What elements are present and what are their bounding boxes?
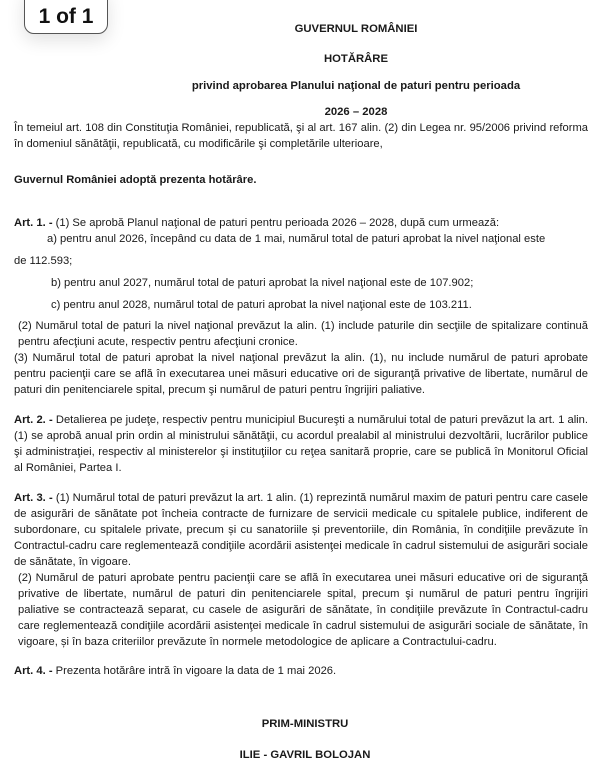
article-1-item-a-line-1: a) pentru anul 2026, începând cu data de 1 mai, numărul total de paturi aprobat la nivel naţional este [47, 233, 546, 245]
document-subject: privind aprobarea Planului naţional de paturi pentru perioada [191, 80, 521, 92]
document-period: 2026 – 2028 [324, 106, 388, 118]
article-1-paragraph-2: (2) Numărul total de paturi la nivel naţional prevăzut la alin. (1) include paturile din secţiile de spitalizare continuă pentru afecţiuni acute, respectiv pentru afecţiuni cronice. [18, 320, 588, 348]
article-1-item-a-line-2: de 112.593; [14, 255, 73, 267]
article-1-item-c: c) pentru anul 2028, numărul total de paturi aprobat la nivel naţional este de 103.211. [51, 299, 472, 311]
article-3-paragraph-1 [14, 490, 588, 570]
article-2-text: Detalierea pe judeţe, respectiv pentru municipiul Bucureşti a numărului total de paturi prevăzut la art. 1 alin. (1) se aprobă anual prin ordin al ministrului sănătăţii, cu acordul prealabil al ministrului dezvoltării, lucrărilor publice şi administraţiei, respectiv al ministerelor şi instituţiilor cu reţea sanitară proprie, care se publică în Monitorul Oficial al României, Partea I. [14, 414, 589, 474]
page-indicator-badge: 1 of 1 [24, 0, 108, 34]
institution-heading: GUVERNUL ROMÂNIEI [294, 23, 418, 35]
signature-title: PRIM-MINISTRU [261, 718, 349, 730]
article-1-label: Art. 1. - [14, 217, 53, 229]
article-4-text: Prezenta hotărâre intră în vigoare la data de 1 mai 2026. [52, 665, 337, 677]
article-1-intro: (1) Se aprobă Planul naţional de paturi pentru perioada 2026 – 2028, după cum urmează: [52, 217, 500, 229]
document-type-heading: HOTĂRÂRE [323, 53, 388, 65]
article-3-label: Art. 3. - [14, 492, 53, 504]
article-4-paragraph [14, 663, 588, 679]
article-1-paragraph-1 [14, 215, 588, 231]
article-2-label: Art. 2. - [14, 414, 53, 426]
article-1-paragraph-3: (3) Numărul total de paturi aprobat la nivel naţional prevăzut la alin. (1), nu include numărul de paturi aprobate pentru pacienţii care se află în executarea unei măsuri educative ori de siguranţă privative de libertate, numărul de paturi din penitenciarele spital, precum şi numărul de paturi pentru îngrijiri paliative. [14, 352, 588, 396]
article-4-label: Art. 4. - [14, 665, 53, 677]
article-2-paragraph [14, 412, 588, 476]
article-3-paragraph-2: (2) Numărul de paturi aprobate pentru pacienţii care se află în executarea unei măsuri educative ori de siguranţă privative de libertate, numărul de paturi din penitenciarele spital, precum şi numărul de paturi pentru îngrijiri paliative se contractează separat, cu casele de asigurări de sănătate, în condiţiile prevăzute în Contractul-cadru care reglementează condiţiile acordării asistenţei medicale în cadrul sistemului de asigurări sociale de sănătate, în vigoare, și în baza criteriilor prevăzute în normele metodologice de aplicare a Contractului-cadru. [18, 572, 588, 648]
article-1-item-b: b) pentru anul 2027, numărul total de paturi aprobat la nivel naţional este de 107.902; [51, 277, 474, 289]
signature-name: ILIE - GAVRIL BOLOJAN [239, 749, 371, 761]
adoption-statement: Guvernul României adoptă prezenta hotărâre. [14, 174, 257, 186]
article-3-text-1: (1) Numărul total de paturi prevăzut la art. 1 alin. (1) reprezintă numărul maxim de paturi pentru care casele de asigurări de sănătate pot încheia contracte de furnizare de servicii medicale cu spitalele publice, indiferent de subordonare, cu spitalele private, precum și cu sanatoriile și preventoriile, din România, în condiţiile prevăzute în Contractul-cadru care reglementează condiţiile acordării asistenţei medicale în cadrul sistemului de asigurări sociale de sănătate, în vigoare. [14, 492, 588, 568]
preamble-paragraph: În temeiul art. 108 din Constituţia României, republicată, şi al art. 167 alin. (2) din Legea nr. 95/2006 privind reforma în domeniul sănătăţii, republicată, cu modificările şi completările ulterioare, [14, 122, 588, 150]
